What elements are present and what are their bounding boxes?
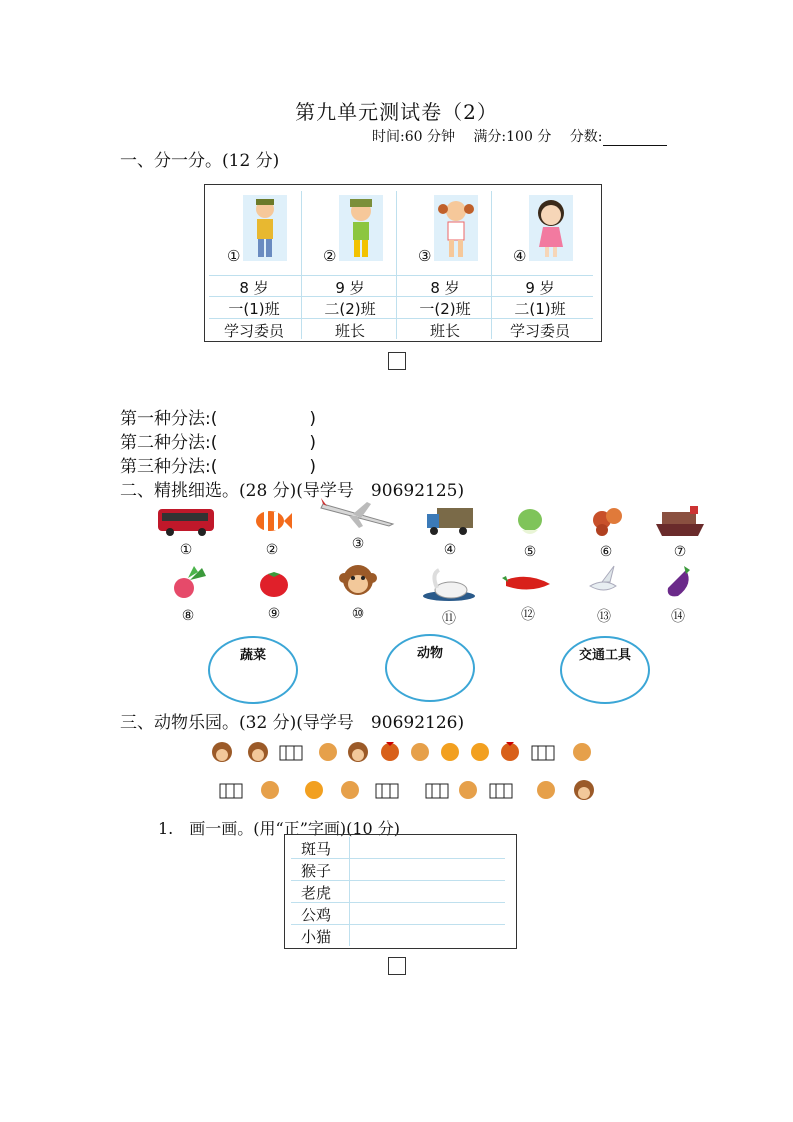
girl-dress-icon <box>529 195 573 261</box>
kid-age: 8 岁 <box>239 279 269 297</box>
item-ship <box>650 504 710 560</box>
close-paren: ) <box>309 409 317 429</box>
kid-number: ② <box>323 247 337 265</box>
time-limit: 时间:60 分钟 <box>372 129 455 145</box>
answer-box[interactable] <box>388 352 406 370</box>
full-score: 满分:100 分 <box>473 129 552 145</box>
tally-row <box>291 859 505 881</box>
close-paren: ) <box>309 433 317 453</box>
item-number: ② <box>265 542 279 558</box>
animals-group-icon <box>210 738 620 810</box>
kid-role: 学习委员 <box>223 322 284 340</box>
method-line-1 <box>120 404 316 429</box>
monkey-icon <box>338 560 378 600</box>
item-eggplant <box>648 564 708 626</box>
radish-icon <box>168 566 208 602</box>
kid-role: 学习委员 <box>509 322 570 340</box>
tally-table <box>284 834 517 949</box>
item-cabbage <box>500 506 560 560</box>
kid-class: 二(1)班 <box>514 300 566 318</box>
item-number: ⑥ <box>599 544 613 560</box>
cabbage-icon <box>512 506 548 538</box>
item-number: ③ <box>351 536 365 552</box>
boy-cap-icon <box>339 195 383 261</box>
score-blank[interactable] <box>603 131 667 146</box>
kid-number: ④ <box>513 247 527 265</box>
item-pepper <box>498 568 558 624</box>
kid-class: 一(1)班 <box>228 300 280 318</box>
item-dove <box>574 564 634 626</box>
method-label: 第二种分法:( <box>120 433 218 453</box>
tally-row <box>291 881 505 903</box>
kid-class: 二(2)班 <box>324 300 376 318</box>
truck-icon <box>425 506 475 536</box>
group-vegetables[interactable]: 蔬菜 <box>208 636 298 704</box>
item-number: ⑩ <box>351 606 365 622</box>
tally-animal-label: 猴子 <box>301 862 332 880</box>
kid-card <box>398 185 492 340</box>
item-airplane <box>318 498 398 552</box>
kid-role: 班长 <box>429 322 460 340</box>
item-number: ⑫ <box>521 607 535 623</box>
method-label: 第一种分法:( <box>120 409 218 429</box>
kid-card <box>303 185 397 340</box>
item-number: ④ <box>443 542 457 558</box>
squirrel-icon <box>588 506 624 538</box>
item-radish <box>158 566 218 624</box>
section3-heading: 三、动物乐园。(32 分)(导学号 90692126) <box>120 713 465 733</box>
swan-icon <box>421 566 477 602</box>
tally-animal-label: 小猫 <box>301 928 332 946</box>
tally-row <box>291 837 505 859</box>
method-line-3 <box>120 452 316 477</box>
kid-number: ③ <box>418 247 432 265</box>
group-animals[interactable]: 动物 <box>385 634 475 702</box>
item-number: ⑭ <box>671 609 685 625</box>
item-truck <box>420 506 480 558</box>
eggplant-icon <box>658 564 698 600</box>
item-bus <box>156 506 216 558</box>
method-line-2 <box>120 428 316 453</box>
kid-class: 一(2)班 <box>419 300 471 318</box>
kid-card <box>493 185 587 340</box>
page-title: 第九单元测试卷（2） <box>295 100 498 124</box>
dove-icon <box>584 564 624 600</box>
pepper-icon <box>500 568 556 598</box>
section2-heading: 二、精挑细选。(28 分)(导学号 90692125) <box>120 481 465 501</box>
item-monkey <box>328 560 388 622</box>
tally-row <box>291 925 505 946</box>
item-tomato <box>244 568 304 622</box>
tomato-icon <box>256 568 292 600</box>
close-paren: ) <box>309 457 317 477</box>
item-number: ⑬ <box>597 609 611 625</box>
subquestion-1: 1. 画一画。(用“正”字画)(10 分) <box>158 819 401 838</box>
answer-box[interactable] <box>388 957 406 975</box>
kid-age: 9 岁 <box>335 279 365 297</box>
ship-icon <box>654 504 706 538</box>
group-transport[interactable]: 交通工具 <box>560 636 650 704</box>
score-label: 分数: <box>569 129 603 145</box>
kid-number: ① <box>227 247 241 265</box>
item-number: ⑤ <box>523 544 537 560</box>
kid-card <box>207 185 301 340</box>
boy-glasses-icon <box>243 195 287 261</box>
kid-age: 8 岁 <box>430 279 460 297</box>
method-label: 第三种分法:( <box>120 457 218 477</box>
animal-picture <box>210 738 620 810</box>
section1-heading: 一、分一分。(12 分) <box>120 151 280 171</box>
item-number: ⑧ <box>181 608 195 624</box>
clownfish-icon <box>252 506 292 536</box>
item-squirrel <box>576 506 636 560</box>
item-number: ⑨ <box>267 606 281 622</box>
exam-meta <box>372 126 681 146</box>
item-clownfish <box>242 506 302 558</box>
tally-animal-label: 公鸡 <box>301 906 332 924</box>
kid-role: 班长 <box>334 322 365 340</box>
tally-animal-label: 老虎 <box>301 884 332 902</box>
tally-animal-label: 斑马 <box>301 840 332 858</box>
item-number: ① <box>179 542 193 558</box>
kid-age: 9 岁 <box>525 279 555 297</box>
item-number: ⑦ <box>673 544 687 560</box>
girl-pigtails-icon <box>434 195 478 261</box>
item-number: ⑪ <box>442 611 456 627</box>
item-swan <box>418 566 480 628</box>
airplane-icon <box>319 498 397 530</box>
kids-table <box>204 184 602 342</box>
bus-icon <box>157 506 215 536</box>
tally-row <box>291 903 505 925</box>
